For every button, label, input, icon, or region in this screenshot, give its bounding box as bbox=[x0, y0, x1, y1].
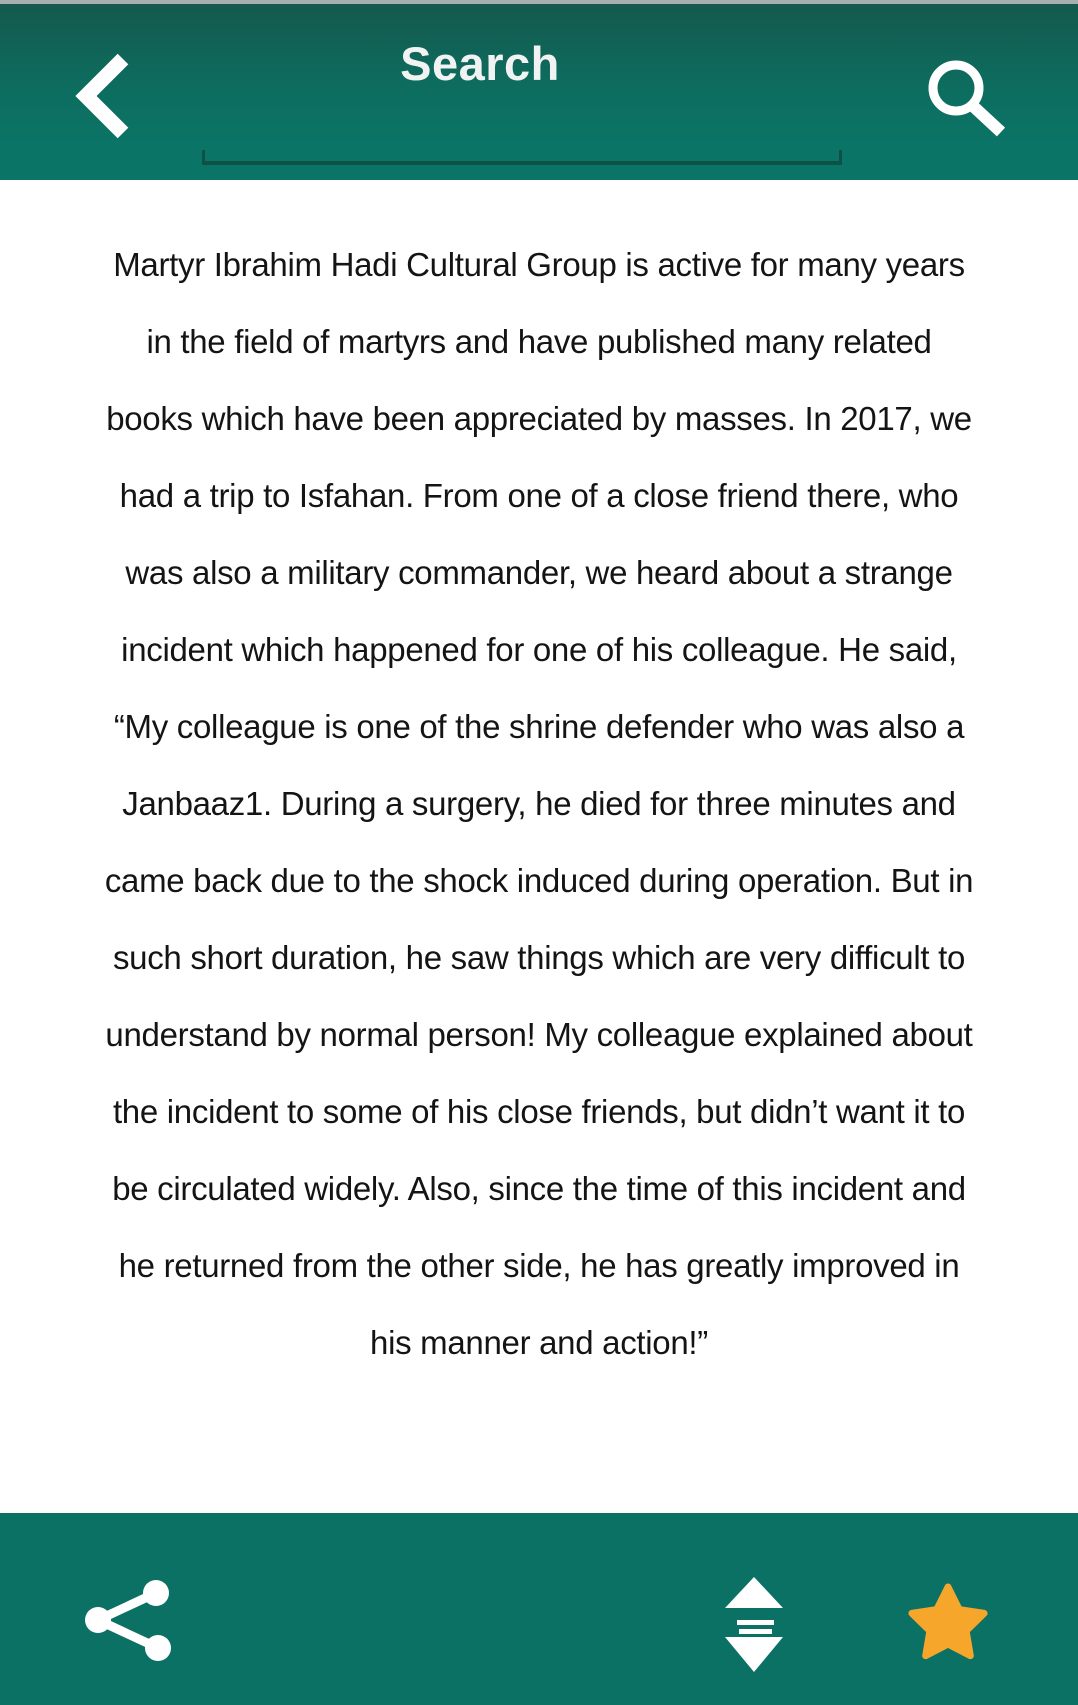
favorite-button[interactable] bbox=[902, 1583, 994, 1675]
magnifier-icon bbox=[916, 48, 1016, 148]
app-header bbox=[0, 4, 1078, 180]
search-input-underline[interactable] bbox=[202, 150, 842, 165]
search-button[interactable] bbox=[916, 48, 1016, 148]
text-line: had a trip to Isfahan. From one of a close friend there, who bbox=[119, 477, 959, 514]
bottom-toolbar bbox=[0, 1513, 1078, 1705]
up-down-arrows-icon bbox=[706, 1576, 802, 1672]
share-icon bbox=[80, 1575, 176, 1671]
text-line: came back due to the shock induced during operation. But in bbox=[104, 862, 974, 899]
star-icon bbox=[902, 1583, 994, 1675]
text-line: be circulated widely. Also, since the time of this incident and bbox=[112, 1170, 966, 1207]
text-line: he returned from the other side, he has greatly improved in bbox=[118, 1247, 960, 1284]
text-line: Janbaaz1. During a surgery, he died for three minutes and bbox=[122, 785, 956, 822]
text-line: “My colleague is one of the shrine defender who was also a bbox=[113, 708, 965, 745]
text-line: incident which happened for one of his colleague. He said, bbox=[121, 631, 957, 668]
text-line: such short duration, he saw things which are very difficult to bbox=[112, 939, 966, 976]
text-line: books which have been appreciated by masses. In 2017, we bbox=[106, 400, 972, 437]
text-line: the incident to some of his close friends, but didn’t want it to bbox=[112, 1093, 966, 1130]
article-body bbox=[0, 180, 1078, 1513]
text-line: understand by normal person! My colleague explained about bbox=[105, 1016, 973, 1053]
text-line: was also a military commander, we heard about a strange bbox=[125, 554, 953, 591]
text-line: his manner and action!” bbox=[370, 1324, 708, 1361]
page-title: Search bbox=[400, 37, 560, 90]
share-button[interactable] bbox=[80, 1575, 176, 1671]
text-line: Martyr Ibrahim Hadi Cultural Group is active for many years bbox=[113, 246, 965, 283]
text-size-button[interactable] bbox=[706, 1576, 802, 1672]
text-line: in the field of martyrs and have published many related bbox=[146, 323, 932, 360]
